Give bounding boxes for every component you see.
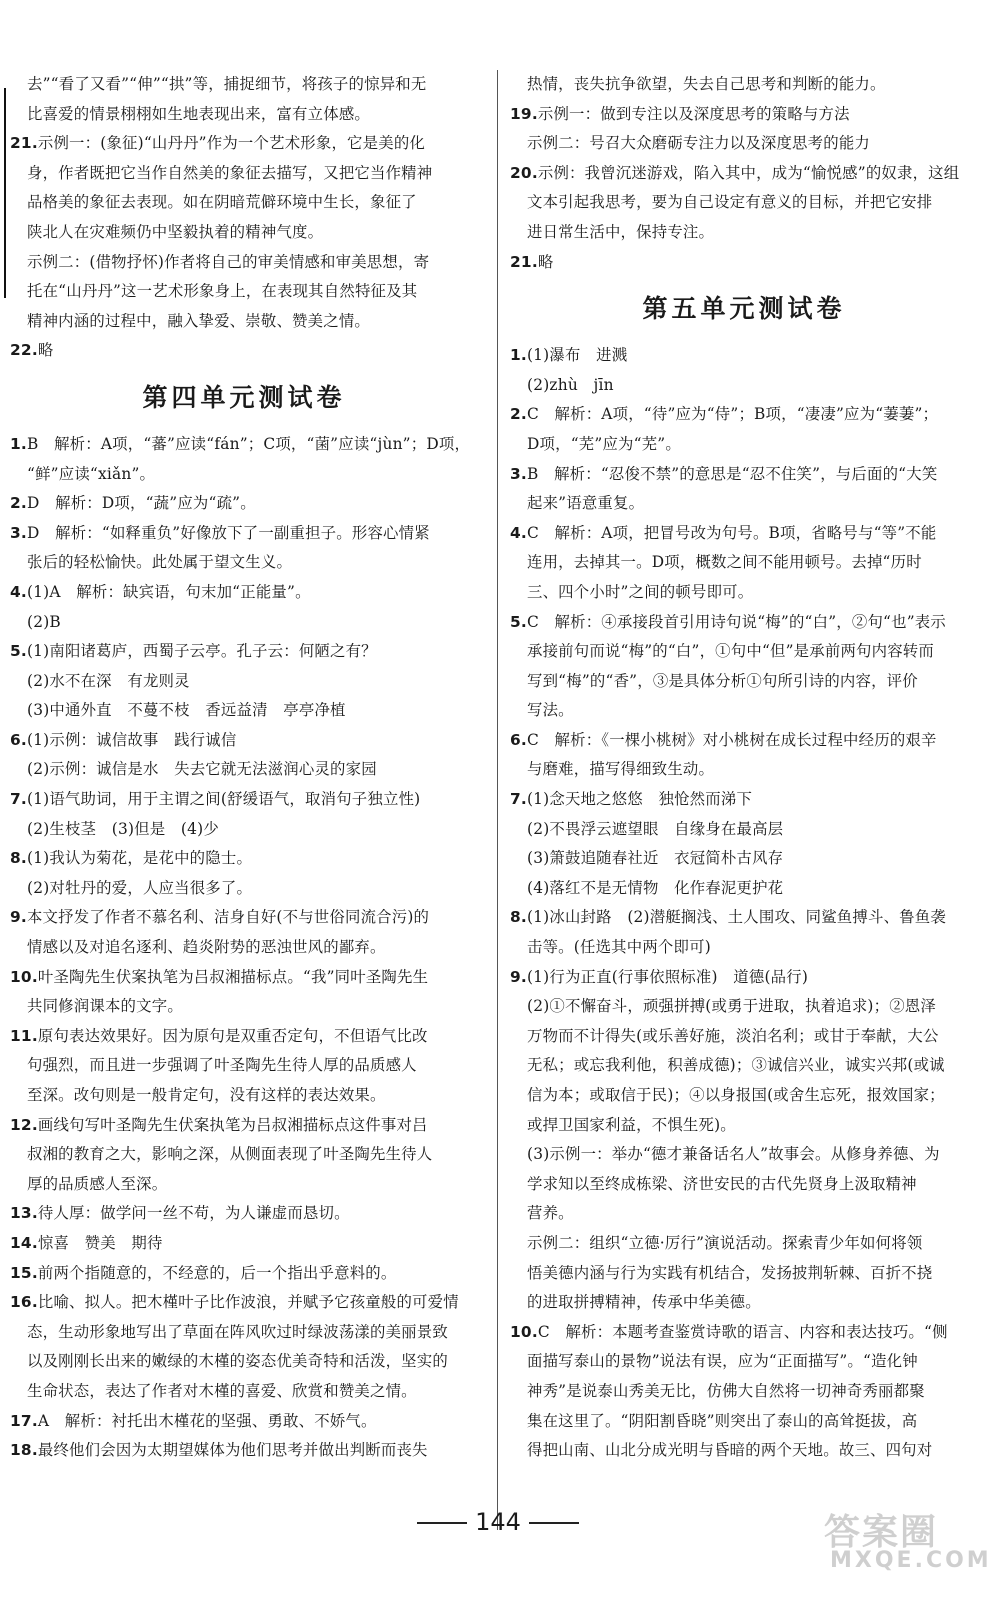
answer-line bbox=[510, 1318, 978, 1348]
answer-line bbox=[10, 70, 478, 100]
answer-text: 去”“看了又看”“伸”“拱”等，捕捉细节，将孩子的惊异和无 bbox=[27, 75, 427, 93]
footer-rule-right bbox=[529, 1522, 579, 1524]
answer-text: 叶圣陶先生伏案执笔为吕叔湘描标点。“我”同叶圣陶先生 bbox=[37, 967, 429, 986]
answer-text: 略 bbox=[537, 252, 554, 271]
answer-line bbox=[510, 400, 978, 430]
question-number: 2. bbox=[10, 494, 27, 513]
answer-text: (1)瀑布 进溅 bbox=[526, 346, 628, 365]
answer-text: (1)示例：诚信故事 践行诚信 bbox=[26, 730, 237, 749]
question-number: 2. bbox=[510, 405, 527, 424]
answer-text: 最终他们会因为太期望媒体为他们思考并做出判断而丧失 bbox=[37, 1441, 428, 1460]
answer-text: 本文抒发了作者不慕名利、洁身自好(不与世俗同流合污)的 bbox=[26, 908, 430, 927]
question-number: 21. bbox=[510, 252, 538, 271]
answer-line bbox=[10, 933, 478, 963]
answer-text: 精神内涵的过程中，融入挚爱、崇敬、赞美之情。 bbox=[27, 311, 370, 330]
answer-text: 承接前句而说“梅”的“白”，①句中“但”是承前两句内容转而 bbox=[527, 642, 934, 661]
answer-line bbox=[510, 815, 978, 845]
answer-line bbox=[510, 159, 978, 189]
watermark bbox=[824, 1504, 992, 1574]
answer-text: B 解析：“忍俊不禁”的意思是“忍不住笑”，与后面的“大笑 bbox=[526, 464, 938, 483]
answer-text: 得把山南、山北分成光明与昏暗的两个天地。故三、四句对 bbox=[527, 1441, 933, 1460]
question-number: 5. bbox=[510, 612, 527, 631]
answer-text: 略 bbox=[37, 341, 54, 360]
column-divider bbox=[497, 70, 498, 1530]
answer-text: 陕北人在灾难频仍中坚毅执着的精神气度。 bbox=[27, 222, 324, 241]
answer-line bbox=[510, 248, 978, 278]
answer-text: (1)行为正直(行事依照标准) 道德(品行) bbox=[526, 967, 809, 986]
answer-text: 示例二：号召大众磨砺专注力以及深度思考的能力 bbox=[527, 134, 870, 153]
answer-line bbox=[10, 548, 478, 578]
answer-text: (3)示例一：举办“德才兼备话名人”故事会。从修身养德、为 bbox=[527, 1145, 940, 1164]
answer-text: C 解析：A项，“待”应为“侍”；B项，“凄凄”应为“萋萋”； bbox=[526, 405, 939, 424]
answer-line bbox=[10, 755, 478, 785]
answer-line bbox=[10, 992, 478, 1022]
answer-line bbox=[510, 1199, 978, 1229]
answer-line bbox=[10, 844, 478, 874]
answer-text: C 解析：A项，把冒号改为句号。B项，省略号与“等”不能 bbox=[526, 523, 937, 542]
answer-text: (3)箫鼓追随春社近 衣冠简朴古风存 bbox=[527, 849, 784, 868]
answer-line bbox=[510, 696, 978, 726]
answer-line bbox=[10, 1022, 478, 1052]
answer-text: 待人厚：做学问一丝不苟，为人谦虚而恳切。 bbox=[37, 1204, 350, 1223]
answer-text: (1)南阳诸葛庐，西蜀子云亭。孔子云：何陋之有？ bbox=[26, 642, 377, 661]
answer-text: 写到“梅”的“香”，③是具体分析①句所引诗的内容，评价 bbox=[527, 671, 918, 690]
answer-line bbox=[10, 218, 478, 248]
answer-line bbox=[10, 1259, 478, 1289]
answer-text: 生命状态，表达了作者对木槿的喜爱、欣赏和赞美之情。 bbox=[27, 1381, 417, 1400]
question-number: 9. bbox=[510, 967, 527, 986]
answer-line bbox=[10, 578, 478, 608]
answer-text: 示例：我曾沉迷游戏，陷入其中，成为“愉悦感”的奴隶，这组 bbox=[537, 163, 960, 182]
answer-line bbox=[10, 188, 478, 218]
answer-line bbox=[510, 1081, 978, 1111]
answer-text: 进日常生活中，保持专注。 bbox=[527, 222, 715, 241]
answer-text: 态，生动形象地写出了草面在阵风吹过时绿波荡漾的美丽景致 bbox=[27, 1322, 448, 1341]
left-column bbox=[10, 70, 478, 1530]
answer-line bbox=[510, 755, 978, 785]
question-number: 7. bbox=[510, 790, 527, 809]
answer-line bbox=[10, 519, 478, 549]
answer-text: 张后的轻松愉快。此处属于望文生义。 bbox=[27, 553, 293, 572]
question-number: 8. bbox=[10, 849, 27, 868]
answer-line bbox=[510, 519, 978, 549]
answer-text: C 解析：《一棵小桃树》对小桃树在成长过程中经历的艰辛 bbox=[526, 730, 937, 749]
answer-text: 画线句写叶圣陶先生伏案执笔为吕叔湘描标点这件事对吕 bbox=[37, 1115, 428, 1134]
question-number: 6. bbox=[510, 730, 527, 749]
answer-line bbox=[510, 341, 978, 371]
question-number: 11. bbox=[10, 1026, 38, 1045]
answer-line bbox=[510, 963, 978, 993]
answer-line bbox=[10, 1318, 478, 1348]
answer-text: 与磨难，描写得细致生动。 bbox=[527, 760, 715, 779]
answer-line bbox=[510, 548, 978, 578]
question-number: 16. bbox=[10, 1293, 38, 1312]
answer-line bbox=[510, 844, 978, 874]
answer-line bbox=[510, 637, 978, 667]
answer-line bbox=[510, 1259, 978, 1289]
answer-text: 示例一：(象征)“山丹丹”作为一个艺术形象，它是美的化 bbox=[37, 134, 426, 153]
answer-text: 无私；或忘我利他，积善成德)；③诚信兴业，诚实兴邦(或诚 bbox=[527, 1056, 945, 1075]
answer-line bbox=[10, 1081, 478, 1111]
answer-text: (1)冰山封路 (2)潜艇搁浅、土人围攻、同鲨鱼搏斗、鲁鱼袭 bbox=[526, 908, 946, 927]
watermark-logo: 答案圈 bbox=[824, 1512, 939, 1553]
answer-line bbox=[10, 159, 478, 189]
section-heading: 第五单元测试卷 bbox=[642, 294, 846, 324]
answer-text: 起来”语意重复。 bbox=[527, 494, 645, 513]
question-number: 17. bbox=[10, 1411, 38, 1430]
answer-line bbox=[10, 963, 478, 993]
answer-line bbox=[10, 1347, 478, 1377]
answer-text: 写法。 bbox=[527, 701, 574, 720]
question-number: 1. bbox=[10, 434, 27, 453]
answer-line bbox=[10, 903, 478, 933]
question-number: 12. bbox=[10, 1115, 38, 1134]
answer-text: (1)语气助词，用于主谓之间(舒缓语气，取消句子独立性) bbox=[26, 790, 421, 809]
answer-text: 情感以及对追名逐利、趋炎附势的恶浊世风的鄙弃。 bbox=[27, 938, 386, 957]
answer-line bbox=[510, 188, 978, 218]
answer-line bbox=[10, 1111, 478, 1141]
answer-text: (2)示例：诚信是水 失去它就无法滋润心灵的家园 bbox=[27, 760, 377, 779]
answer-text: 击等。(任选其中两个即可) bbox=[527, 938, 711, 957]
answer-line bbox=[510, 992, 978, 1022]
answer-text: 悟美德内涵与行为实践有机结合，发扬披荆斩棘、百折不挠 bbox=[527, 1263, 933, 1282]
question-number: 6. bbox=[10, 730, 27, 749]
answer-text: 厚的品质感人至深。 bbox=[27, 1174, 168, 1193]
answer-line bbox=[10, 726, 478, 756]
answer-line bbox=[10, 1140, 478, 1170]
answer-text: (1)念天地之悠悠 独怆然而涕下 bbox=[526, 790, 753, 809]
answer-text: 以及刚刚长出来的嫩绿的木槿的姿态优美奇特和活泼，坚实的 bbox=[27, 1352, 448, 1371]
answer-line bbox=[510, 218, 978, 248]
answer-text: (2)zhù jīn bbox=[527, 375, 614, 394]
answer-text: 学求知以至终成栋梁、济世安民的古代先贤身上汲取精神 bbox=[527, 1174, 917, 1193]
answer-text: (3)中通外直 不蔓不枝 香远益清 亭亭净植 bbox=[27, 701, 346, 720]
answer-text: 信为本；或取信于民)；④以身报国(或舍生忘死，报效国家； bbox=[527, 1086, 945, 1104]
answer-text: 面描写泰山的景物”说法有误，应为“正面描写”。“造化钟 bbox=[527, 1352, 918, 1371]
answer-line bbox=[10, 1377, 478, 1407]
answer-line bbox=[10, 1170, 478, 1200]
answer-line bbox=[510, 430, 978, 460]
section-heading: 第四单元测试卷 bbox=[142, 382, 346, 412]
question-number: 15. bbox=[10, 1263, 38, 1282]
answer-line bbox=[10, 1288, 478, 1318]
answer-line bbox=[510, 1407, 978, 1437]
margin-mark bbox=[4, 88, 6, 298]
answer-text: (2)B bbox=[27, 612, 61, 631]
answer-text: (1)我认为菊花，是花中的隐士。 bbox=[26, 849, 253, 868]
answer-line bbox=[10, 430, 478, 460]
answer-line bbox=[10, 637, 478, 667]
answer-text: 句强烈，而且进一步强调了叶圣陶先生待人厚的品质感人 bbox=[27, 1056, 417, 1075]
answer-text: 文本引起我思考，要为自己设定有意义的目标，并把它安排 bbox=[527, 193, 933, 212]
answer-line bbox=[10, 129, 478, 159]
question-number: 9. bbox=[10, 908, 27, 927]
question-number: 20. bbox=[510, 163, 538, 182]
answer-line bbox=[510, 489, 978, 519]
answer-text: 的进取拼搏精神，传承中华美德。 bbox=[527, 1293, 761, 1312]
answer-text: 身，作者既把它当作自然美的象征去描写，又把它当作精神 bbox=[27, 163, 433, 182]
answer-text: 品格美的象征去表现。如在阴暗荒僻环境中生长，象征了 bbox=[27, 193, 417, 212]
answer-line bbox=[10, 1229, 478, 1259]
answer-line bbox=[510, 1140, 978, 1170]
answer-text: B 解析：A项，“蕃”应读“fán”；C项，“菌”应读“jùn”；D项， bbox=[26, 434, 471, 453]
watermark-url: MXQE.COM bbox=[830, 1548, 992, 1573]
answer-text: 示例二：(借物抒怀)作者将自己的审美情感和审美思想，寄 bbox=[27, 252, 430, 271]
answer-line bbox=[10, 100, 478, 130]
footer-rule-left bbox=[417, 1522, 467, 1524]
answer-line bbox=[510, 667, 978, 697]
question-number: 18. bbox=[10, 1441, 38, 1460]
answer-text: (2)①不懈奋斗，顽强拼搏(或勇于进取，执着追求)；②恩泽 bbox=[527, 997, 936, 1016]
question-number: 13. bbox=[10, 1204, 38, 1223]
question-number: 4. bbox=[510, 523, 527, 542]
answer-text: (2)不畏浮云遮望眼 自缘身在最高层 bbox=[527, 819, 784, 838]
answer-line bbox=[510, 1170, 978, 1200]
answer-line bbox=[10, 667, 478, 697]
answer-line bbox=[10, 696, 478, 726]
answer-line bbox=[510, 903, 978, 933]
right-column bbox=[510, 70, 978, 1530]
question-number: 5. bbox=[10, 642, 27, 661]
answer-line bbox=[510, 100, 978, 130]
answer-line bbox=[10, 1407, 478, 1437]
answer-line bbox=[10, 815, 478, 845]
question-number: 22. bbox=[10, 341, 38, 360]
answer-line bbox=[510, 1436, 978, 1466]
question-number: 4. bbox=[10, 582, 27, 601]
answer-line bbox=[510, 874, 978, 904]
question-number: 10. bbox=[510, 1322, 538, 1341]
answer-line bbox=[510, 608, 978, 638]
answer-text: (1)A 解析：缺宾语，句末加“正能量”。 bbox=[26, 582, 311, 601]
answer-text: 托在“山丹丹”这一艺术形象身上，在表现其自然特征及其 bbox=[27, 282, 418, 301]
answer-line bbox=[510, 460, 978, 490]
answer-text: 比喜爱的情景栩栩如生地表现出来，富有立体感。 bbox=[27, 104, 370, 123]
answer-text: 营养。 bbox=[527, 1204, 574, 1223]
answer-text: (2)对牡丹的爱，人应当很多了。 bbox=[27, 878, 253, 897]
answer-text: 示例一：做到专注以及深度思考的策略与方法 bbox=[537, 104, 850, 123]
answer-line bbox=[10, 785, 478, 815]
answer-text: 集在这里了。“阴阳割昏晓”则突出了泰山的高耸挺拔，高 bbox=[527, 1411, 918, 1430]
answer-text: D 解析：“如释重负”好像放下了一副重担子。形容心情紧 bbox=[26, 523, 430, 542]
answer-text: 热情，丧失抗争欲望，失去自己思考和判断的能力。 bbox=[527, 75, 886, 93]
answer-text: 三、四个小时”之间的顿号即可。 bbox=[527, 582, 754, 601]
answer-text: 原句表达效果好。因为原句是双重否定句，不但语气比改 bbox=[37, 1026, 428, 1045]
answer-text: 连用，去掉其一。D项，概数之间不能用顿号。去掉“历时 bbox=[527, 553, 922, 572]
answer-text: C 解析：④承接段首引用诗句说“梅”的“白”，②句“也”表示 bbox=[526, 612, 946, 631]
question-number: 14. bbox=[10, 1233, 38, 1252]
question-number: 3. bbox=[510, 464, 527, 483]
answer-line bbox=[10, 248, 478, 278]
answer-text: 或捍卫国家利益，不惧生死)。 bbox=[527, 1115, 736, 1134]
answer-text: 叔湘的教育之大，影响之深，从侧面表现了叶圣陶先生待人 bbox=[27, 1145, 433, 1164]
answer-text: 万物而不计得失(或乐善好施，淡泊名利；或甘于奉献，大公 bbox=[527, 1026, 939, 1045]
answer-line bbox=[510, 70, 978, 100]
answer-line bbox=[510, 1111, 978, 1141]
answer-text: (4)落红不是无情物 化作春泥更护花 bbox=[527, 878, 784, 897]
answer-line bbox=[10, 489, 478, 519]
answer-line bbox=[10, 336, 478, 366]
answer-line bbox=[10, 307, 478, 337]
answer-line bbox=[510, 371, 978, 401]
answer-line bbox=[510, 1377, 978, 1407]
answer-text: 共同修润课本的文字。 bbox=[27, 997, 183, 1016]
answer-text: (2)生枝茎 (3)但是 (4)少 bbox=[27, 819, 219, 838]
answer-line bbox=[510, 578, 978, 608]
answer-text: A 解析：衬托出木槿花的坚强、勇敢、不娇气。 bbox=[37, 1411, 377, 1430]
answer-line bbox=[10, 608, 478, 638]
answer-text: 示例二：组织“立德·厉行”演说活动。探索青少年如何将领 bbox=[527, 1233, 923, 1252]
answer-line bbox=[510, 1347, 978, 1377]
answer-line bbox=[510, 1051, 978, 1081]
answer-line bbox=[510, 726, 978, 756]
answer-text: D项，“芜”应为“芜”。 bbox=[527, 434, 681, 453]
page-number: 144 bbox=[475, 1508, 521, 1536]
answer-text: 神秀”是说泰山秀美无比，仿佛大自然将一切神奇秀丽都聚 bbox=[527, 1381, 925, 1400]
answer-text: (2)水不在深 有龙则灵 bbox=[27, 671, 190, 690]
answer-text: D 解析：D项，“蔬”应为“疏”。 bbox=[26, 494, 256, 513]
answer-text: 至深。改句则是一般肯定句，没有这样的表达效果。 bbox=[27, 1086, 386, 1104]
question-number: 3. bbox=[10, 523, 27, 542]
answer-line bbox=[510, 129, 978, 159]
answer-line bbox=[10, 1436, 478, 1466]
answer-line bbox=[510, 1229, 978, 1259]
answer-text: C 解析：本题考查鉴赏诗歌的语言、内容和表达技巧。“侧 bbox=[537, 1322, 948, 1341]
answer-line bbox=[510, 933, 978, 963]
answer-line bbox=[10, 1199, 478, 1229]
question-number: 19. bbox=[510, 104, 538, 123]
answer-text: “鲜”应读“xiǎn”。 bbox=[27, 464, 156, 483]
answer-line bbox=[10, 874, 478, 904]
answer-line bbox=[10, 460, 478, 490]
answer-line bbox=[510, 785, 978, 815]
answer-line bbox=[510, 1022, 978, 1052]
answer-text: 惊喜 赞美 期待 bbox=[37, 1233, 163, 1252]
answer-line bbox=[10, 277, 478, 307]
answer-text: 比喻、拟人。把木槿叶子比作波浪，并赋予它孩童般的可爱情 bbox=[37, 1293, 459, 1312]
question-number: 8. bbox=[510, 908, 527, 927]
question-number: 7. bbox=[10, 790, 27, 809]
question-number: 21. bbox=[10, 134, 38, 153]
answer-line bbox=[510, 1288, 978, 1318]
answer-line bbox=[10, 1051, 478, 1081]
question-number: 1. bbox=[510, 346, 527, 365]
answer-text: 前两个指随意的，不经意的，后一个指出乎意料的。 bbox=[37, 1263, 397, 1282]
question-number: 10. bbox=[10, 967, 38, 986]
